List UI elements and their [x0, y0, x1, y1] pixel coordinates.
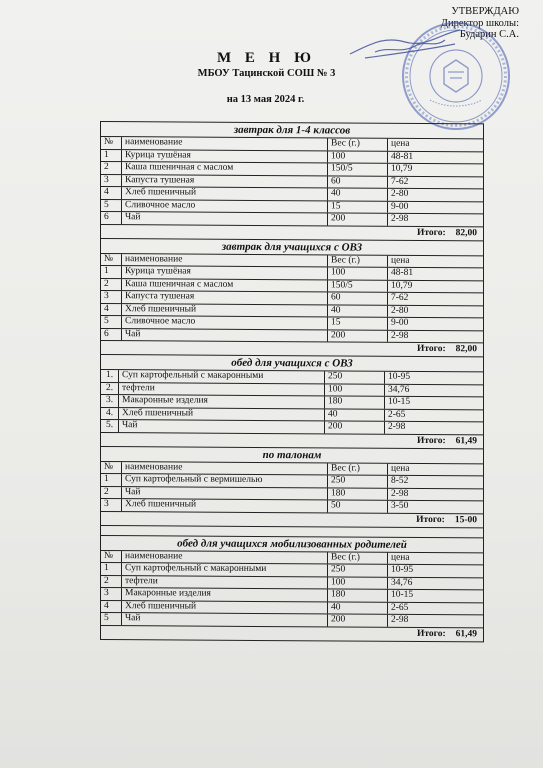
cell-num: 3: [101, 499, 122, 511]
cell-price: 9-00: [391, 201, 409, 212]
cell-price: 9-00: [391, 317, 409, 328]
cell-weight: 150/5: [328, 163, 388, 175]
cell-num: 3.: [101, 395, 119, 407]
cell-num: 2: [101, 487, 122, 499]
section-title: по талонам: [101, 447, 483, 464]
cell-num: 2: [101, 576, 122, 588]
cell-name: Чай: [122, 212, 328, 225]
cell-price: 2-65: [391, 602, 409, 613]
cell-name: Чай: [122, 329, 328, 342]
cell-price: 2-98: [391, 330, 409, 341]
cell-weight: 100: [325, 384, 385, 396]
cell-name: тефтели: [119, 383, 325, 396]
cell-weight: 100: [328, 267, 388, 279]
page-title: М Е Н Ю: [217, 50, 316, 66]
cell-num: 1: [101, 150, 122, 162]
cell-name: Хлеб пшеничный: [119, 408, 325, 421]
cell-name: Курица тушёная: [122, 266, 328, 279]
col-price: цена: [391, 552, 410, 563]
cell-num: 5.: [101, 420, 119, 432]
cell-weight: 100: [328, 151, 388, 163]
cell-price: 34,76: [391, 577, 413, 588]
cell-price: 34,76: [388, 384, 410, 395]
cell-price: 10-95: [391, 564, 414, 575]
cell-num: 3: [101, 588, 122, 600]
section-title: завтрак для учащихся с ОВЗ: [101, 239, 483, 256]
cell-price: 2-98: [391, 614, 409, 625]
cell-weight: 200: [328, 213, 388, 225]
cell-name: Хлеб пшеничный: [122, 304, 328, 317]
cell-name: Суп картофельный с макаронными: [122, 563, 328, 576]
cell-weight: 200: [328, 614, 388, 626]
cell-price: 7-62: [391, 292, 409, 303]
cell-name: Капуста тушеная: [122, 291, 328, 304]
cell-name: Макаронные изделия: [119, 395, 325, 408]
cell-name: Чай: [122, 613, 328, 626]
cell-weight: 60: [328, 292, 388, 304]
cell-price: 10-15: [391, 589, 414, 600]
cell-name: Суп картофельный с макаронными: [119, 370, 325, 383]
cell-price: 8-52: [391, 475, 409, 486]
total-value: 61,49: [455, 628, 477, 639]
cell-num: 5: [101, 316, 122, 328]
total-label: Итого:: [416, 343, 446, 355]
cell-num: 2: [101, 279, 122, 291]
cell-weight: 200: [325, 421, 385, 433]
cell-price: 2-80: [391, 188, 409, 199]
cell-num: 2.: [101, 383, 119, 395]
col-num: №: [101, 551, 122, 563]
cell-weight: 180: [328, 488, 388, 500]
cell-weight: 15: [328, 317, 388, 329]
cell-num: 2: [101, 162, 122, 174]
total-value: 15-00: [454, 514, 477, 525]
cell-name: Каша пшеничная с маслом: [122, 279, 328, 292]
cell-num: 1: [101, 474, 122, 486]
cell-name: Капуста тушеная: [122, 175, 328, 188]
total-label: Итого:: [416, 628, 446, 639]
total-value: 82,00: [455, 227, 477, 238]
col-name: наименование: [122, 137, 328, 150]
col-name: наименование: [122, 254, 328, 267]
cell-name: Чай: [122, 487, 328, 500]
cell-price: 10,79: [391, 163, 413, 174]
cell-num: 5: [101, 613, 122, 625]
cell-price: 10-95: [388, 371, 411, 382]
total-label: Итого:: [416, 227, 446, 238]
col-num: №: [101, 254, 122, 266]
cell-weight: 200: [328, 330, 388, 342]
cell-weight: 150/5: [328, 280, 388, 292]
cell-weight: 50: [328, 500, 388, 512]
section-title: обед для учащихся с ОВЗ: [101, 355, 483, 372]
cell-weight: 40: [328, 602, 388, 614]
cell-num: 4.: [101, 408, 119, 420]
cell-name: Чай: [119, 420, 325, 433]
school-name: МБОУ Тацинской СОШ № 3: [197, 68, 336, 79]
cell-name: тефтели: [122, 576, 328, 589]
total-label: Итого:: [416, 435, 446, 446]
cell-weight: 100: [328, 577, 388, 589]
col-num: №: [101, 137, 122, 149]
title-block: [0, 50, 543, 79]
col-weight: Вес (г.): [328, 138, 388, 150]
section-total: [101, 626, 483, 642]
col-num: №: [101, 462, 122, 474]
approval-position: Директор школы:: [440, 17, 519, 29]
col-price: цена: [391, 255, 410, 266]
cell-num: 3: [101, 175, 122, 187]
cell-price: 10,79: [391, 280, 413, 291]
cell-weight: 180: [325, 396, 385, 408]
cell-num: 4: [101, 187, 122, 199]
cell-price: 2-80: [391, 305, 409, 316]
cell-num: 4: [101, 304, 122, 316]
cell-weight: 60: [328, 176, 388, 188]
cell-weight: 250: [325, 371, 385, 383]
cell-name: Курица тушёная: [122, 150, 328, 163]
col-weight: Вес (г.): [328, 463, 388, 475]
cell-num: 3: [101, 291, 122, 303]
cell-name: Макаронные изделия: [122, 588, 328, 601]
cell-num: 1: [101, 266, 122, 278]
cell-weight: 250: [328, 475, 388, 487]
cell-price: 2-98: [388, 421, 406, 432]
total-value: 82,00: [455, 344, 477, 355]
cell-num: 6: [101, 212, 122, 224]
cell-price: 48-81: [391, 151, 414, 162]
cell-name: Хлеб пшеничный: [122, 601, 328, 614]
col-price: цена: [391, 138, 410, 149]
col-weight: Вес (г.): [328, 552, 388, 564]
cell-num: 1: [101, 563, 122, 575]
approval-name: Бударин С.А.: [459, 29, 519, 40]
col-price: цена: [391, 463, 410, 474]
cell-name: Суп картофельный с вермишелью: [122, 474, 328, 487]
menu-date: на 13 мая 2024 г.: [226, 94, 305, 105]
cell-name: Сливочное масло: [122, 316, 328, 329]
cell-weight: 40: [328, 188, 388, 200]
cell-price: 10-15: [388, 396, 411, 407]
cell-price: 48-81: [391, 267, 414, 278]
col-name: наименование: [122, 462, 328, 475]
cell-price: 2-98: [391, 213, 409, 224]
col-name: наименование: [122, 551, 328, 564]
cell-price: 2-65: [388, 409, 406, 420]
cell-price: 7-62: [391, 176, 409, 187]
total-value: 61,49: [455, 435, 477, 446]
cell-weight: 15: [328, 201, 388, 213]
approval-heading: УТВЕРЖДАЮ: [451, 6, 519, 17]
cell-name: Хлеб пшеничный: [122, 499, 328, 512]
cell-num: 4: [101, 601, 122, 613]
cell-price: 2-98: [391, 488, 409, 499]
cell-num: 5: [101, 200, 122, 212]
cell-name: Хлеб пшеничный: [122, 187, 328, 200]
cell-weight: 180: [328, 589, 388, 601]
col-weight: Вес (г.): [328, 255, 388, 267]
cell-name: Каша пшеничная с маслом: [122, 162, 328, 175]
cell-num: 6: [101, 329, 122, 341]
cell-weight: 250: [328, 564, 388, 576]
cell-weight: 40: [325, 409, 385, 421]
cell-num: 1.: [101, 370, 119, 382]
cell-price: 3-50: [391, 500, 409, 511]
section-title: обед для учащихся мобилизованных родителей: [101, 536, 483, 553]
total-label: Итого:: [416, 514, 445, 525]
section-title: завтрак для 1-4 классов: [101, 122, 483, 139]
menu-table: [100, 121, 484, 642]
cell-name: Сливочное масло: [122, 200, 328, 213]
cell-weight: 40: [328, 305, 388, 317]
